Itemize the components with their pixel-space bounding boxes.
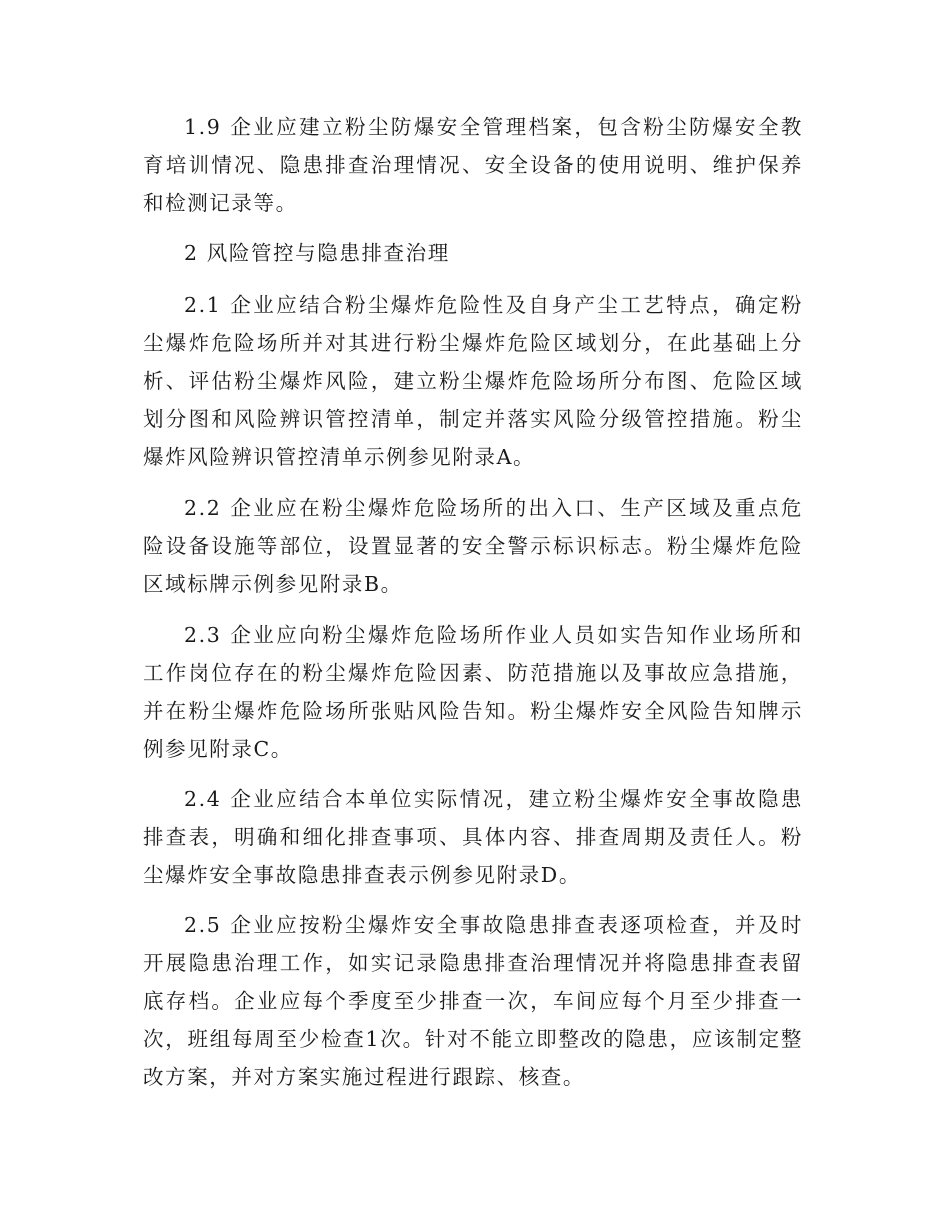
paragraph-2-1: 2.1 企业应结合粉尘爆炸危险性及自身产尘工艺特点，确定粉尘爆炸危险场所并对其进行粉尘爆炸危险区域划分，在此基础上分析、评估粉尘爆炸风险，建立粉尘爆炸危险场所分布图、危险区域划分图和风险辨识管控清单，制定并落实风险分级管控措施。粉尘爆炸风险辨识管控清单示例参见附录A。 xyxy=(143,293,803,469)
paragraph-1-9: 1.9 企业应建立粉尘防爆安全管理档案，包含粉尘防爆安全教育培训情况、隐患排查治理情况、安全设备的使用说明、维护保养和检测记录等。 xyxy=(143,115,803,215)
paragraph-2-5: 2.5 企业应按粉尘爆炸安全事故隐患排查表逐项检查，并及时开展隐患治理工作，如实记录隐患排查治理情况并将隐患排查表留底存档。企业应每个季度至少排查一次，车间应每个月至少排查一次，班组每周至少检查1次。针对不能立即整改的隐患，应该制定整改方案，并对方案实施过程进行跟踪、核查。 xyxy=(143,913,803,1089)
paragraph-2-2: 2.2 企业应在粉尘爆炸危险场所的出入口、生产区域及重点危险设备设施等部位，设置显著的安全警示标识标志。粉尘爆炸危险区域标牌示例参见附录B。 xyxy=(143,496,803,596)
section-heading-2: 2 风险管控与隐患排查治理 xyxy=(184,241,450,265)
paragraph-2-3: 2.3 企业应向粉尘爆炸危险场所作业人员如实告知作业场所和工作岗位存在的粉尘爆炸危险因素、防范措施以及事故应急措施，并在粉尘爆炸危险场所张贴风险告知。粉尘爆炸安全风险告知牌示例参见附录C。 xyxy=(143,623,803,761)
paragraph-2-4: 2.4 企业应结合本单位实际情况，建立粉尘爆炸安全事故隐患排查表，明确和细化排查事项、具体内容、排查周期及责任人。粉尘爆炸安全事故隐患排查表示例参见附录D。 xyxy=(143,787,803,887)
